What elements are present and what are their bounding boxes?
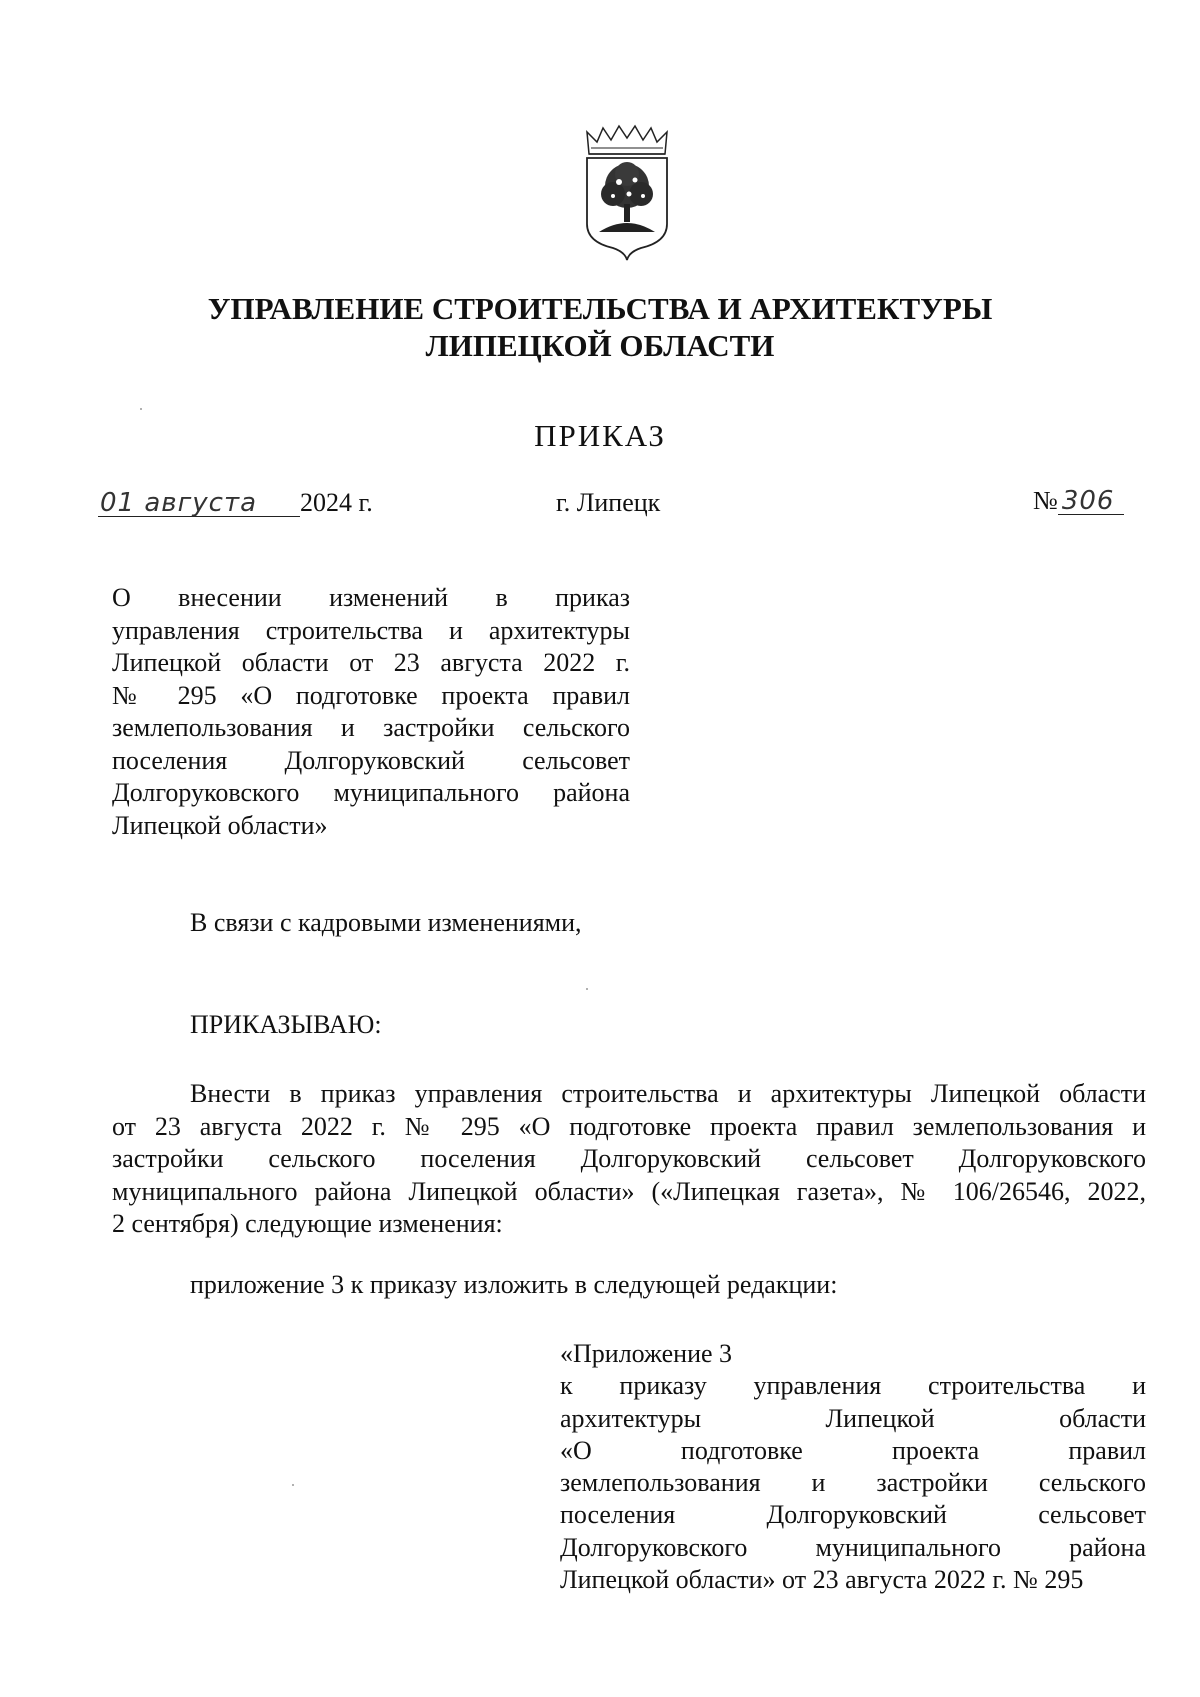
order-city: г. Липецк xyxy=(556,488,661,517)
appendix-line: Долгоруковского муниципального района xyxy=(560,1532,1146,1562)
lipetsk-coat-of-arms-icon xyxy=(583,124,671,262)
handwritten-number: 306 xyxy=(1058,488,1124,515)
appendix-header xyxy=(560,1338,1146,1596)
body-line: Внести в приказ управления строительства и архитектуры Липецкой области xyxy=(190,1079,1146,1108)
appendix-line: землепользования и застройки сельского xyxy=(560,1468,1146,1498)
subject-line: управления строительства и архитектуры xyxy=(112,615,630,645)
scan-speck xyxy=(140,408,142,410)
order-basis: В связи с кадровыми изменениями, xyxy=(190,908,582,937)
amendment-instruction: приложение 3 к приказу изложить в следующей редакции: xyxy=(190,1270,838,1299)
subject-line: Липецкой области от 23 августа 2022 г. xyxy=(112,648,630,677)
appendix-line: «О подготовке проекта правил xyxy=(560,1435,1146,1465)
subject-line: О внесении изменений в приказ xyxy=(112,583,630,612)
appendix-line: к приказу управления строительства и xyxy=(560,1371,1146,1401)
subject-line: № 295 «О подготовке проекта правил xyxy=(112,680,630,710)
subject-line: Липецкой области» xyxy=(112,810,328,840)
appendix-title: «Приложение 3 xyxy=(560,1339,733,1368)
scan-speck xyxy=(586,988,588,990)
organization-title-line-1: УПРАВЛЕНИЕ СТРОИТЕЛЬСТВА И АРХИТЕКТУРЫ xyxy=(207,291,993,326)
appendix-line: архитектуры Липецкой области xyxy=(560,1403,1146,1433)
subject-line: поселения Долгоруковский сельсовет xyxy=(112,745,630,775)
order-date xyxy=(98,488,373,518)
order-subject xyxy=(112,582,630,842)
order-directive-word: ПРИКАЗЫВАЮ: xyxy=(190,1010,382,1039)
document-type-title: ПРИКАЗ xyxy=(534,418,666,453)
organization-title-line-2: ЛИПЕЦКОЙ ОБЛАСТИ xyxy=(425,328,775,363)
organization-title xyxy=(150,290,1050,364)
number-prefix: № xyxy=(1033,486,1058,515)
appendix-line: поселения Долгоруковский сельсовет xyxy=(560,1500,1146,1530)
body-line: 2 сентября) следующие изменения: xyxy=(112,1209,503,1238)
subject-line: Долгоруковского муниципального района xyxy=(112,778,630,807)
handwritten-date: 01 августа xyxy=(98,490,300,517)
scan-speck xyxy=(292,1484,294,1486)
order-body xyxy=(112,1078,1146,1241)
body-line: муниципального района Липецкой области» («Липецкая газета», № 106/26546, 2022, xyxy=(112,1176,1146,1206)
appendix-line: Липецкой области» от 23 августа 2022 г. № 295 xyxy=(560,1565,1084,1595)
body-line: застройки сельского поселения Долгоруковский сельсовет Долгоруковского xyxy=(112,1144,1146,1173)
order-number xyxy=(1033,486,1124,516)
body-line: от 23 августа 2022 г. № 295 «О подготовке проекта правил землепользования и xyxy=(112,1111,1146,1141)
order-year: 2024 г. xyxy=(300,488,373,517)
subject-line: землепользования и застройки сельского xyxy=(112,713,630,742)
